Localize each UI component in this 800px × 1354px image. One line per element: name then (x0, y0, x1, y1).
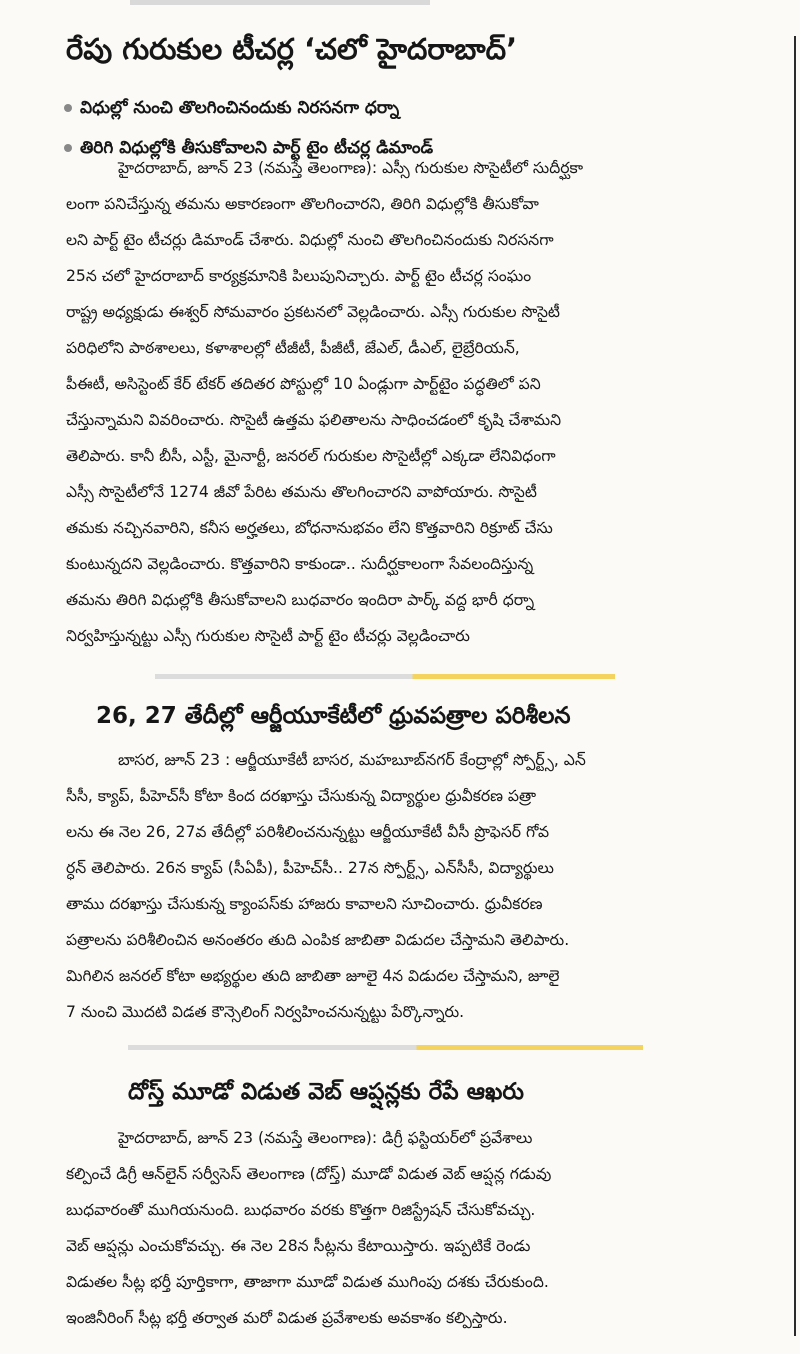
bullet-text: తిరిగి విధుల్లోకి తీసుకోవాలని పార్ట్ టైం టీచర్ల డిమాండ్ (80, 138, 434, 158)
article-line: లని పార్ట్ టైం టీచర్లు డిమాండ్ చేశారు. విధుల్లో నుంచి తొలగించినందుకు నిరసనగా (66, 231, 554, 249)
article-line: తమకు నచ్చినవారిని, కనీస అర్హతలు, బోధనానుభవం లేని కొత్తవారిని రిక్రూట్ చేసు (66, 519, 553, 537)
article-line: పత్రాలను పరిశీలించిన అనంతరం తుది ఎంపిక జాబితా విడుదల చేస్తామని తెలిపారు. (66, 931, 570, 949)
article-line: కల్పించే డిగ్రీ ఆన్‌లైన్ సర్వీసెస్ తెలంగాణ (దోస్త్) మూడో విడుత వెబ్ ఆప్షన్ల గడువు (66, 1165, 552, 1183)
article-line: ఎస్సీ సొసైటీలోనే 1274 జీవో పేరిట తమను తొలగించారని వాపోయారు. సొసైటీ (66, 483, 537, 501)
section-divider (155, 674, 615, 679)
article-line: బుధవారంతో ముగియనుంది. బుధవారం వరకు కొత్తగా రిజిస్ట్రేషన్ చేసుకోవచ్చు. (66, 1201, 536, 1219)
bullet-text: విధుల్లో నుంచి తొలగించినందుకు నిరసనగా ధర్నా (80, 98, 400, 118)
article-line: పీఈటీ, అసిస్టెంట్ కేర్ టేకర్ తదితర పోస్టుల్లో 10 ఏండ్లుగా పార్ట్‌టైం పద్ధతిలో పని (66, 375, 541, 393)
top-divider (130, 0, 430, 5)
article-line: తమను తిరిగి విధుల్లోకి తీసుకోవాలని బుధవారం ఇందిరా పార్క్ వద్ద భారీ ధర్నా (66, 591, 535, 609)
article1-headline: రేపు గురుకుల టీచర్ల ‘చలో హైదరాబాద్’ (66, 32, 518, 66)
article-line: చేస్తున్నామని వివరించారు. సొసైటీ ఉత్తమ ఫలితాలను సాధించడంలో కృషి చేశామని (66, 411, 562, 429)
article-line: హైదరాబాద్, జూన్ 23 (నమస్తే తెలంగాణ): ఎస్సీ గురుకుల సొసైటీలో సుదీర్ఘకా (118, 159, 583, 177)
article-line: 7 నుంచి మొదటి విడత కౌన్సెలింగ్ నిర్వహించనున్నట్టు పేర్కొన్నారు. (66, 1003, 465, 1021)
article2-headline: 26, 27 తేదీల్లో ఆర్జీయూకేటీలో ధ్రువపత్రాల పరిశీలన (96, 703, 571, 729)
article3-headline: దోస్త్ మూడో విడుత వెబ్ ఆప్షన్లకు రేపే ఆఖరు (128, 1079, 524, 1105)
article-line: ర్ధన్ తెలిపారు. 26న క్యాప్ (సీఏపీ), పీహెచ్‌సీ.. 27న స్పోర్ట్స్, ఎన్‌సీసీ, విద్యార్థులు (66, 859, 554, 877)
article-line: బాసర, జూన్ 23 : ఆర్జీయూకేటీ బాసర, మహబూబ్‌నగర్ కేంద్రాల్లో స్పోర్ట్స్, ఎన్ (118, 751, 586, 769)
article-line: 25న చలో హైదరాబాద్ కార్యక్రమానికి పిలుపునిచ్చారు. పార్ట్ టైం టీచర్ల సంఘం (66, 267, 532, 285)
article3-body (66, 1120, 756, 1336)
article-line: నిర్వహిస్తున్నట్టు ఎస్సీ గురుకుల సొసైటీ పార్ట్ టైం టీచర్లు వెల్లడించారు (66, 627, 470, 645)
article-line: తాము దరఖాస్తు చేసుకున్న క్యాంపస్‌కు హాజరు కావాలని సూచించారు. ధ్రువీకరణ (66, 895, 543, 913)
article-line: పరిధిలోని పాఠశాలలు, కళాశాలల్లో టీజీటీ, పీజీటీ, జేఎల్, డీఎల్, లైబ్రేరియన్, (66, 339, 520, 357)
section-divider (128, 1045, 643, 1050)
article-line: ఇంజినీరింగ్ సీట్ల భర్తీ తర్వాత మరో విడుత ప్రవేశాలకు అవకాశం కల్పిస్తారు. (66, 1309, 508, 1327)
article-line: రాష్ట్ర అధ్యక్షుడు ఈశ్వర్ సోమవారం ప్రకటనలో వెల్లడించారు. ఎస్సీ గురుకుల సొసైటీ (66, 303, 560, 321)
article-line: మిగిలిన జనరల్ కోటా అభ్యర్థుల తుది జాబితా జూలై 4న విడుదల చేస్తామని, జూలై (66, 967, 560, 985)
bullet-dot-icon (64, 104, 72, 112)
article1-bullet (64, 88, 754, 128)
article-line: హైదరాబాద్, జూన్ 23 (నమస్తే తెలంగాణ): డిగ్రీ ఫస్టియర్‌లో ప్రవేశాలు (118, 1129, 533, 1147)
article1-body (66, 150, 756, 654)
article-line: లంగా పనిచేస్తున్న తమను అకారణంగా తొలగించారని, తిరిగి విధుల్లోకి తీసుకోవా (66, 195, 539, 213)
article-line: వెబ్ ఆప్షన్లు ఎంచుకోవచ్చు. ఈ నెల 28న సీట్లను కేటాయిస్తారు. ఇప్పటికే రెండు (66, 1237, 531, 1255)
article-line: లను ఈ నెల 26, 27వ తేదీల్లో పరిశీలించనున్నట్టు ఆర్జీయూకేటీ వీసీ ప్రొఫెసర్ గోవ (66, 823, 550, 841)
article-line: తెలిపారు. కానీ బీసీ, ఎస్టీ, మైనార్టీ, జనరల్ గురుకుల సొసైటీల్లో ఎక్కడా లేనివిధంగా (66, 447, 556, 465)
article-line: విడుతల సీట్ల భర్తీ పూర్తికాగా, తాజాగా మూడో విడుత ముగింపు దశకు చేరుకుంది. (66, 1273, 549, 1291)
article2-body (66, 742, 756, 1030)
article-line: సీసీ, క్యాప్, పీహెచ్‌సీ కోటా కింద దరఖాస్తు చేసుకున్న విద్యార్థుల ధ్రువీకరణ పత్రా (66, 787, 537, 805)
article-line: కుంటున్నదని వెల్లడించారు. కొత్తవారిని కాకుండా.. సుదీర్ఘకాలంగా సేవలందిస్తున్న (66, 555, 534, 573)
column-rule (794, 36, 796, 1336)
